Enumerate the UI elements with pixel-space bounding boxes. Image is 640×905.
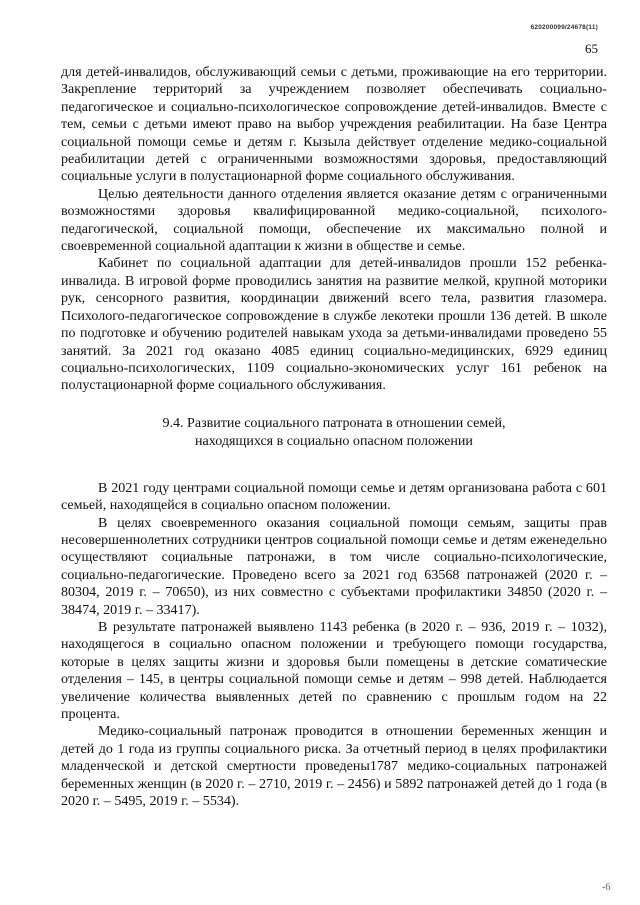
paragraph: Кабинет по социальной адаптации для детей-инвалидов прошли 152 ребенка-инвалида. В игровой форме проводились занятия на развитие мелкой, крупной моторики рук, сенсорного развития, координации движений всего тела, развития глазомера. Психолого-педагогическое сопровождение в службе лекотеки прошли 136 детей. В школе по подготовке и обучению родителей навыкам ухода за детьми-инвалидами проведено 55 занятий. За 2021 год оказано 4085 единиц социально-медицинских, 6929 единиц социально-психологических, 1109 социально-экономических услуг 161 ребенок на полустационарной форме социального обслуживания. bbox=[61, 255, 607, 394]
paragraph: Целью деятельности данного отделения является оказание детям с ограниченными возможностями здоровья квалифицированной медико-социальной, психолого-педагогической, социальной помощи, обеспечение их максимально полной и своевременной социальной адаптации к жизни в обществе и семье. bbox=[61, 185, 607, 255]
scan-mark: -6 bbox=[602, 882, 611, 893]
paragraph: В результате патронажей выявлено 1143 ребенка (в 2020 г. – 936, 2019 г. – 1032), находящегося в социально опасном положении и требующего помощи государства, которые в целях защиты жизни и здоровья были помещены в детские соматические отделения – 145, в центры социальной помощи семье и детям – 998 детей. Наблюдается увеличение количества выявленных детей по сравнению с прошлым годом на 22 процента. bbox=[61, 618, 607, 722]
section-heading-line: находящихся в социально опасном положении bbox=[195, 432, 473, 449]
paragraph: В 2021 году центрами социальной помощи семье и детям организована работа с 601 семьей, находящейся в социально опасном положении. bbox=[61, 479, 607, 514]
body-text bbox=[61, 64, 607, 810]
paragraph: Медико-социальный патронаж проводится в отношении беременных женщин и детей до 1 года из группы социального риска. За отчетный период в целях профилактики младенческой и детской смертности проведены1787 медико-социальных патронажей беременных женщин (в 2020 г. – 2710, 2019 г. – 2456) и 5892 патронажей детей до 1 года (в 2020 г. – 5495, 2019 г. – 5534). bbox=[61, 723, 607, 810]
paragraph: для детей-инвалидов, обслуживающий семьи с детьми, проживающие на его территории. Закрепление территорий за учреждением позволяет обеспечивать социально-педагогическое и социально-психологическое сопровождение детей-инвалидов. Вместе с тем, семьи с детьми имеют право на выбор учреждения реабилитации. На базе Центра социальной помощи семье и детям г. Кызыла действует отделение медико-социальной реабилитации детей с ограниченными возможностями здоровья, предоставляющий социальные услуги в полустационарной форме социального обслуживания. bbox=[61, 64, 607, 185]
paragraph: В целях своевременного оказания социальной помощи семьям, защиты прав несовершеннолетних сотрудники центров социальной помощи семье и детям еженедельно осуществляют социальные патронажи, в том числе социально-психологические, социально-педагогические. Проведено всего за 2021 год 63568 патронажей (2020 г. – 80304, 2019 г. – 70650), из них совместно с субъектами профилактики 34850 (2020 г. – 38474, 2019 г. – 33417). bbox=[61, 514, 607, 618]
section-heading bbox=[61, 414, 607, 450]
section-heading-line: 9.4. Развитие социального патроната в отношении семей, bbox=[162, 414, 506, 431]
document-id: 620200099/24678(11) bbox=[530, 24, 598, 31]
page-number: 65 bbox=[585, 41, 598, 56]
